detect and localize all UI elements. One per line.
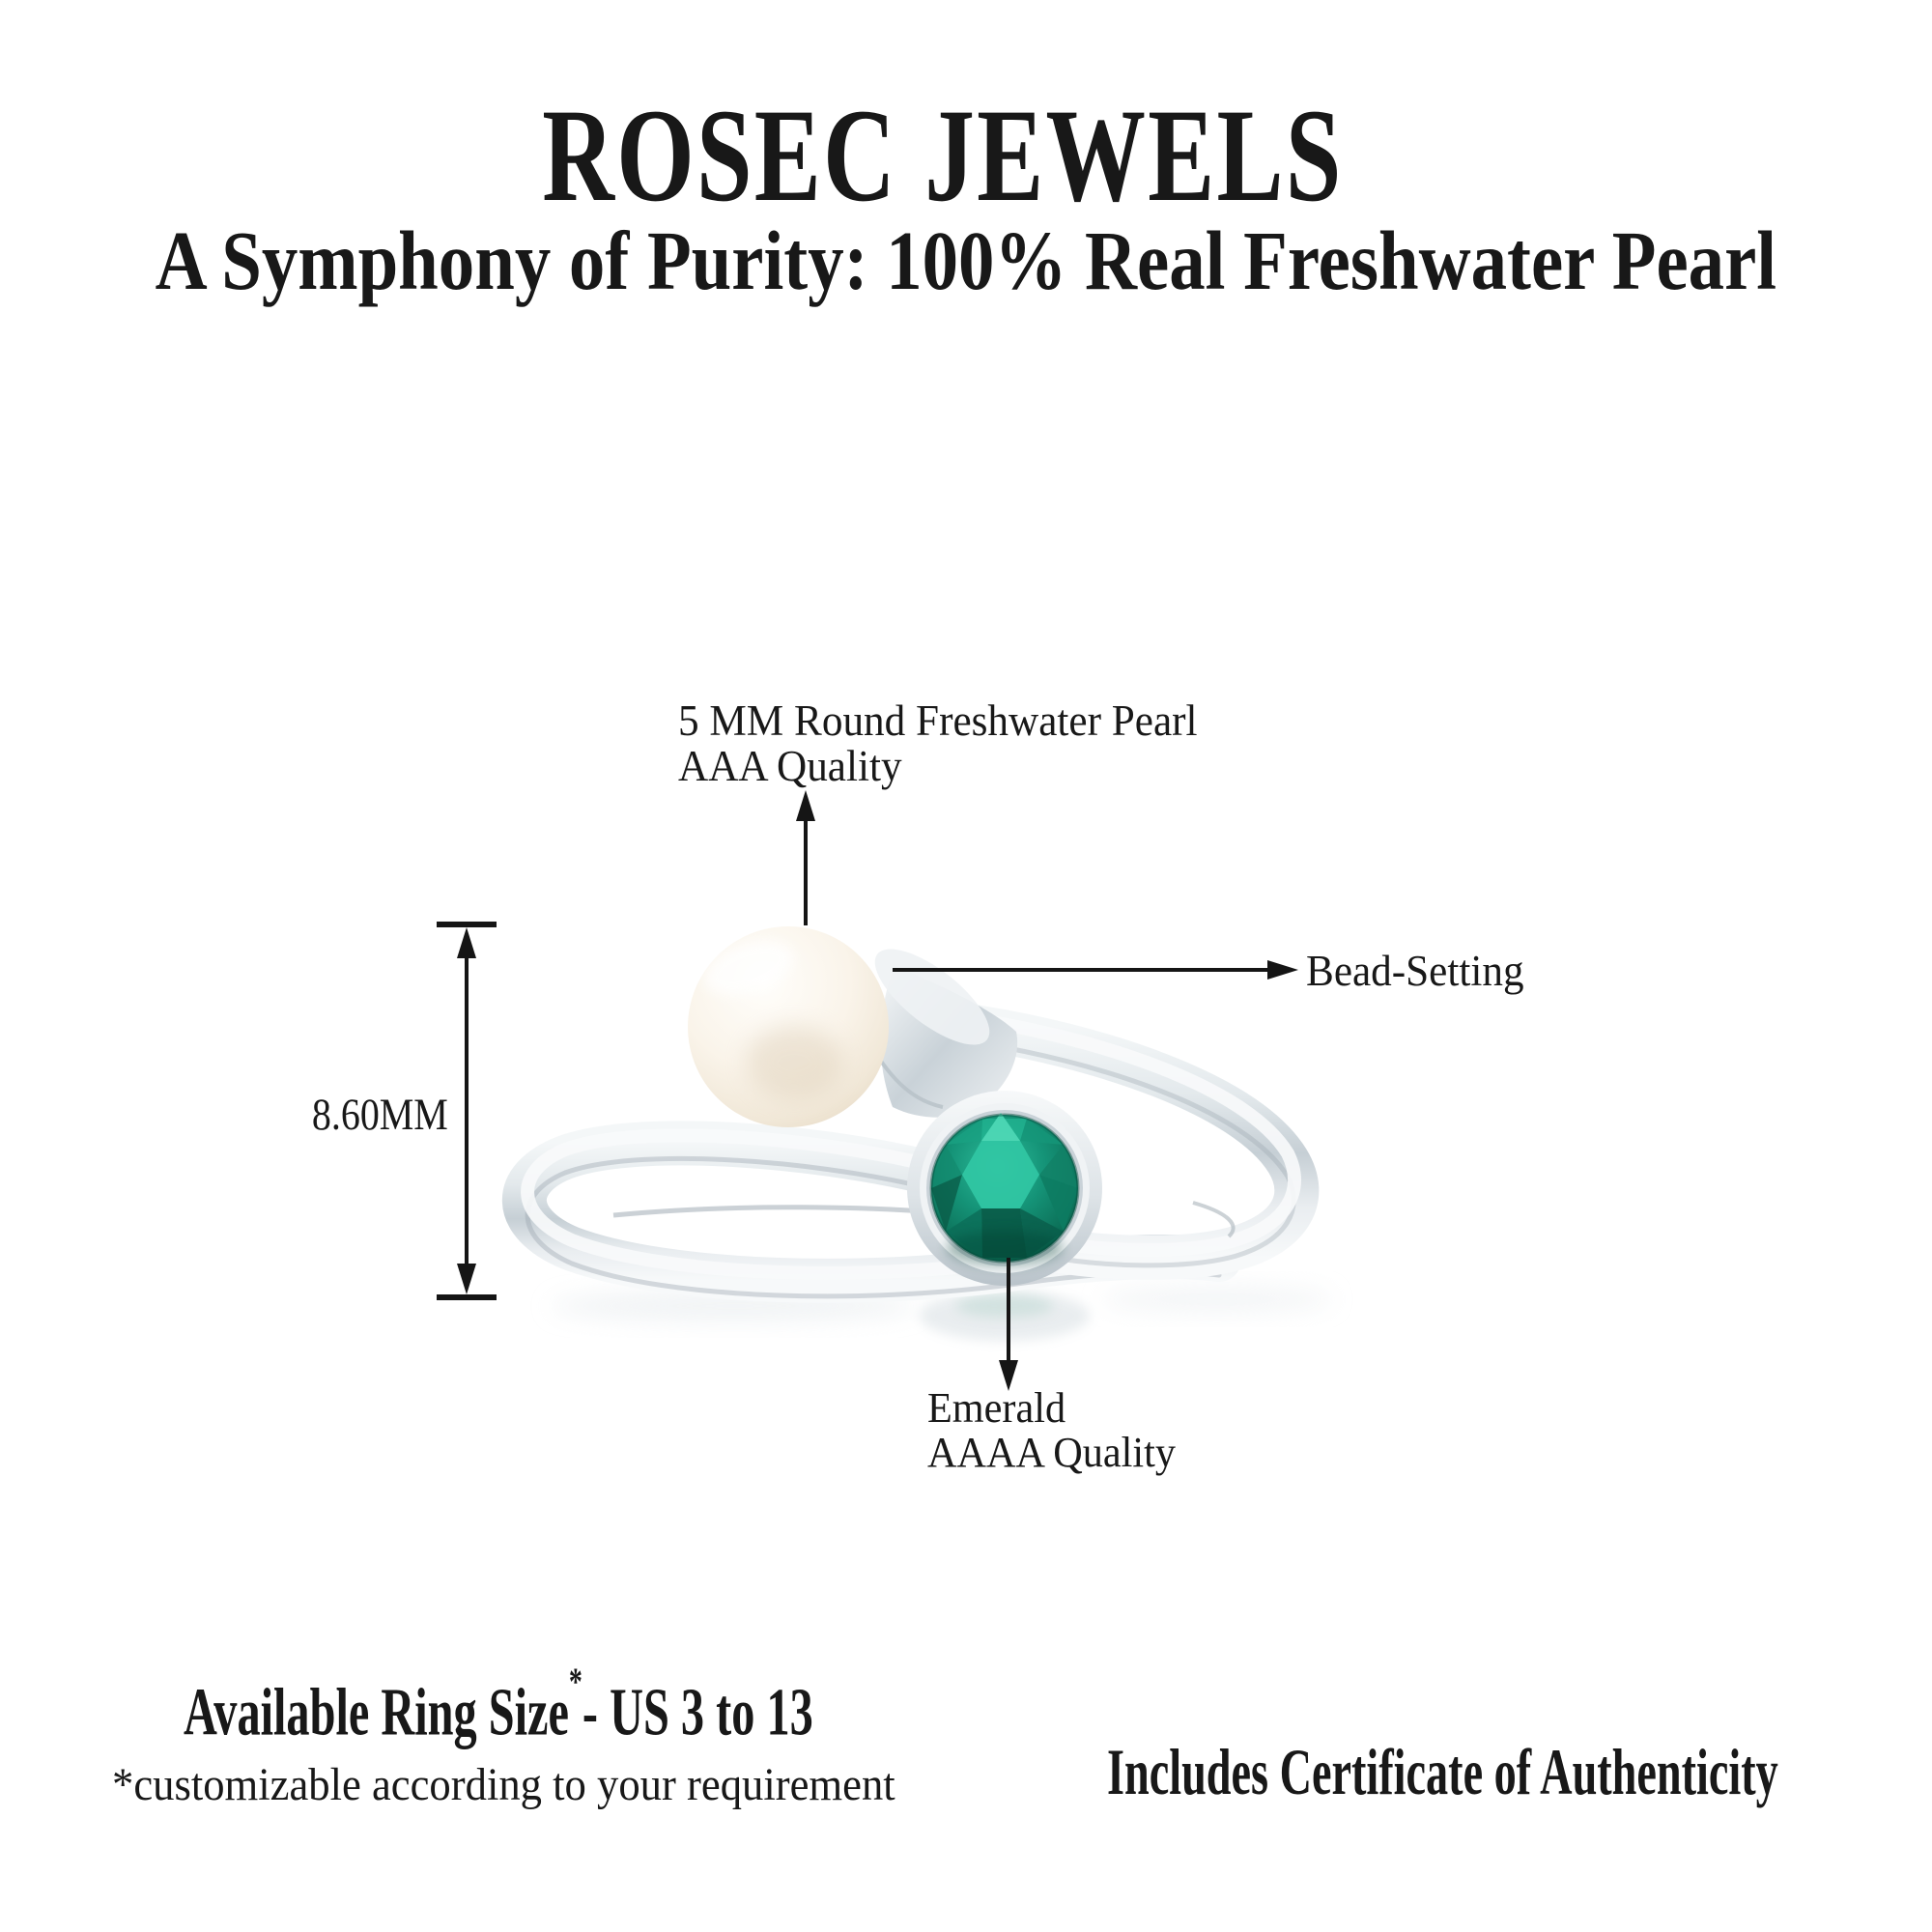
- ring-size-note-text: *customizable according to your requirement: [112, 1759, 895, 1810]
- ring-size-line: [184, 1659, 1096, 1750]
- ring-size-label: Available Ring Size: [184, 1675, 569, 1750]
- emerald-callout: [927, 1386, 1186, 1475]
- pearl-callout-line2: AAA Quality: [678, 741, 902, 790]
- emerald-stone: [931, 1113, 1078, 1265]
- brand-title-text: ROSEC JEWELS: [542, 81, 1344, 229]
- height-callout-text: 8.60MM: [312, 1090, 448, 1140]
- bead-setting-annotation-arrow: [893, 960, 1298, 980]
- brand-subtitle-text: A Symphony of Purity: 100% Real Freshwater Pearl: [155, 213, 1777, 307]
- brand-subtitle: [0, 213, 1932, 307]
- pearl: [688, 926, 889, 1127]
- pearl-annotation-arrow: [796, 790, 815, 925]
- ring-size-note: [112, 1759, 954, 1810]
- ring-size-value: - US 3 to 13: [582, 1675, 813, 1750]
- pearl-callout: [678, 698, 1219, 789]
- bead-setting-callout: [1306, 947, 1533, 995]
- certificate-note: [1107, 1735, 1932, 1808]
- certificate-note-text: Includes Certificate of Authenticity: [1107, 1735, 1778, 1808]
- emerald-callout-line1: Emerald: [927, 1384, 1066, 1432]
- bead-setting-callout-text: Bead-Setting: [1306, 947, 1524, 995]
- brand-title: [0, 81, 1932, 229]
- emerald-callout-line2: AAAA Quality: [927, 1428, 1176, 1476]
- height-callout: [158, 1090, 448, 1140]
- ring-size-asterisk: *: [568, 1659, 582, 1703]
- pearl-callout-line1: 5 MM Round Freshwater Pearl: [678, 696, 1198, 745]
